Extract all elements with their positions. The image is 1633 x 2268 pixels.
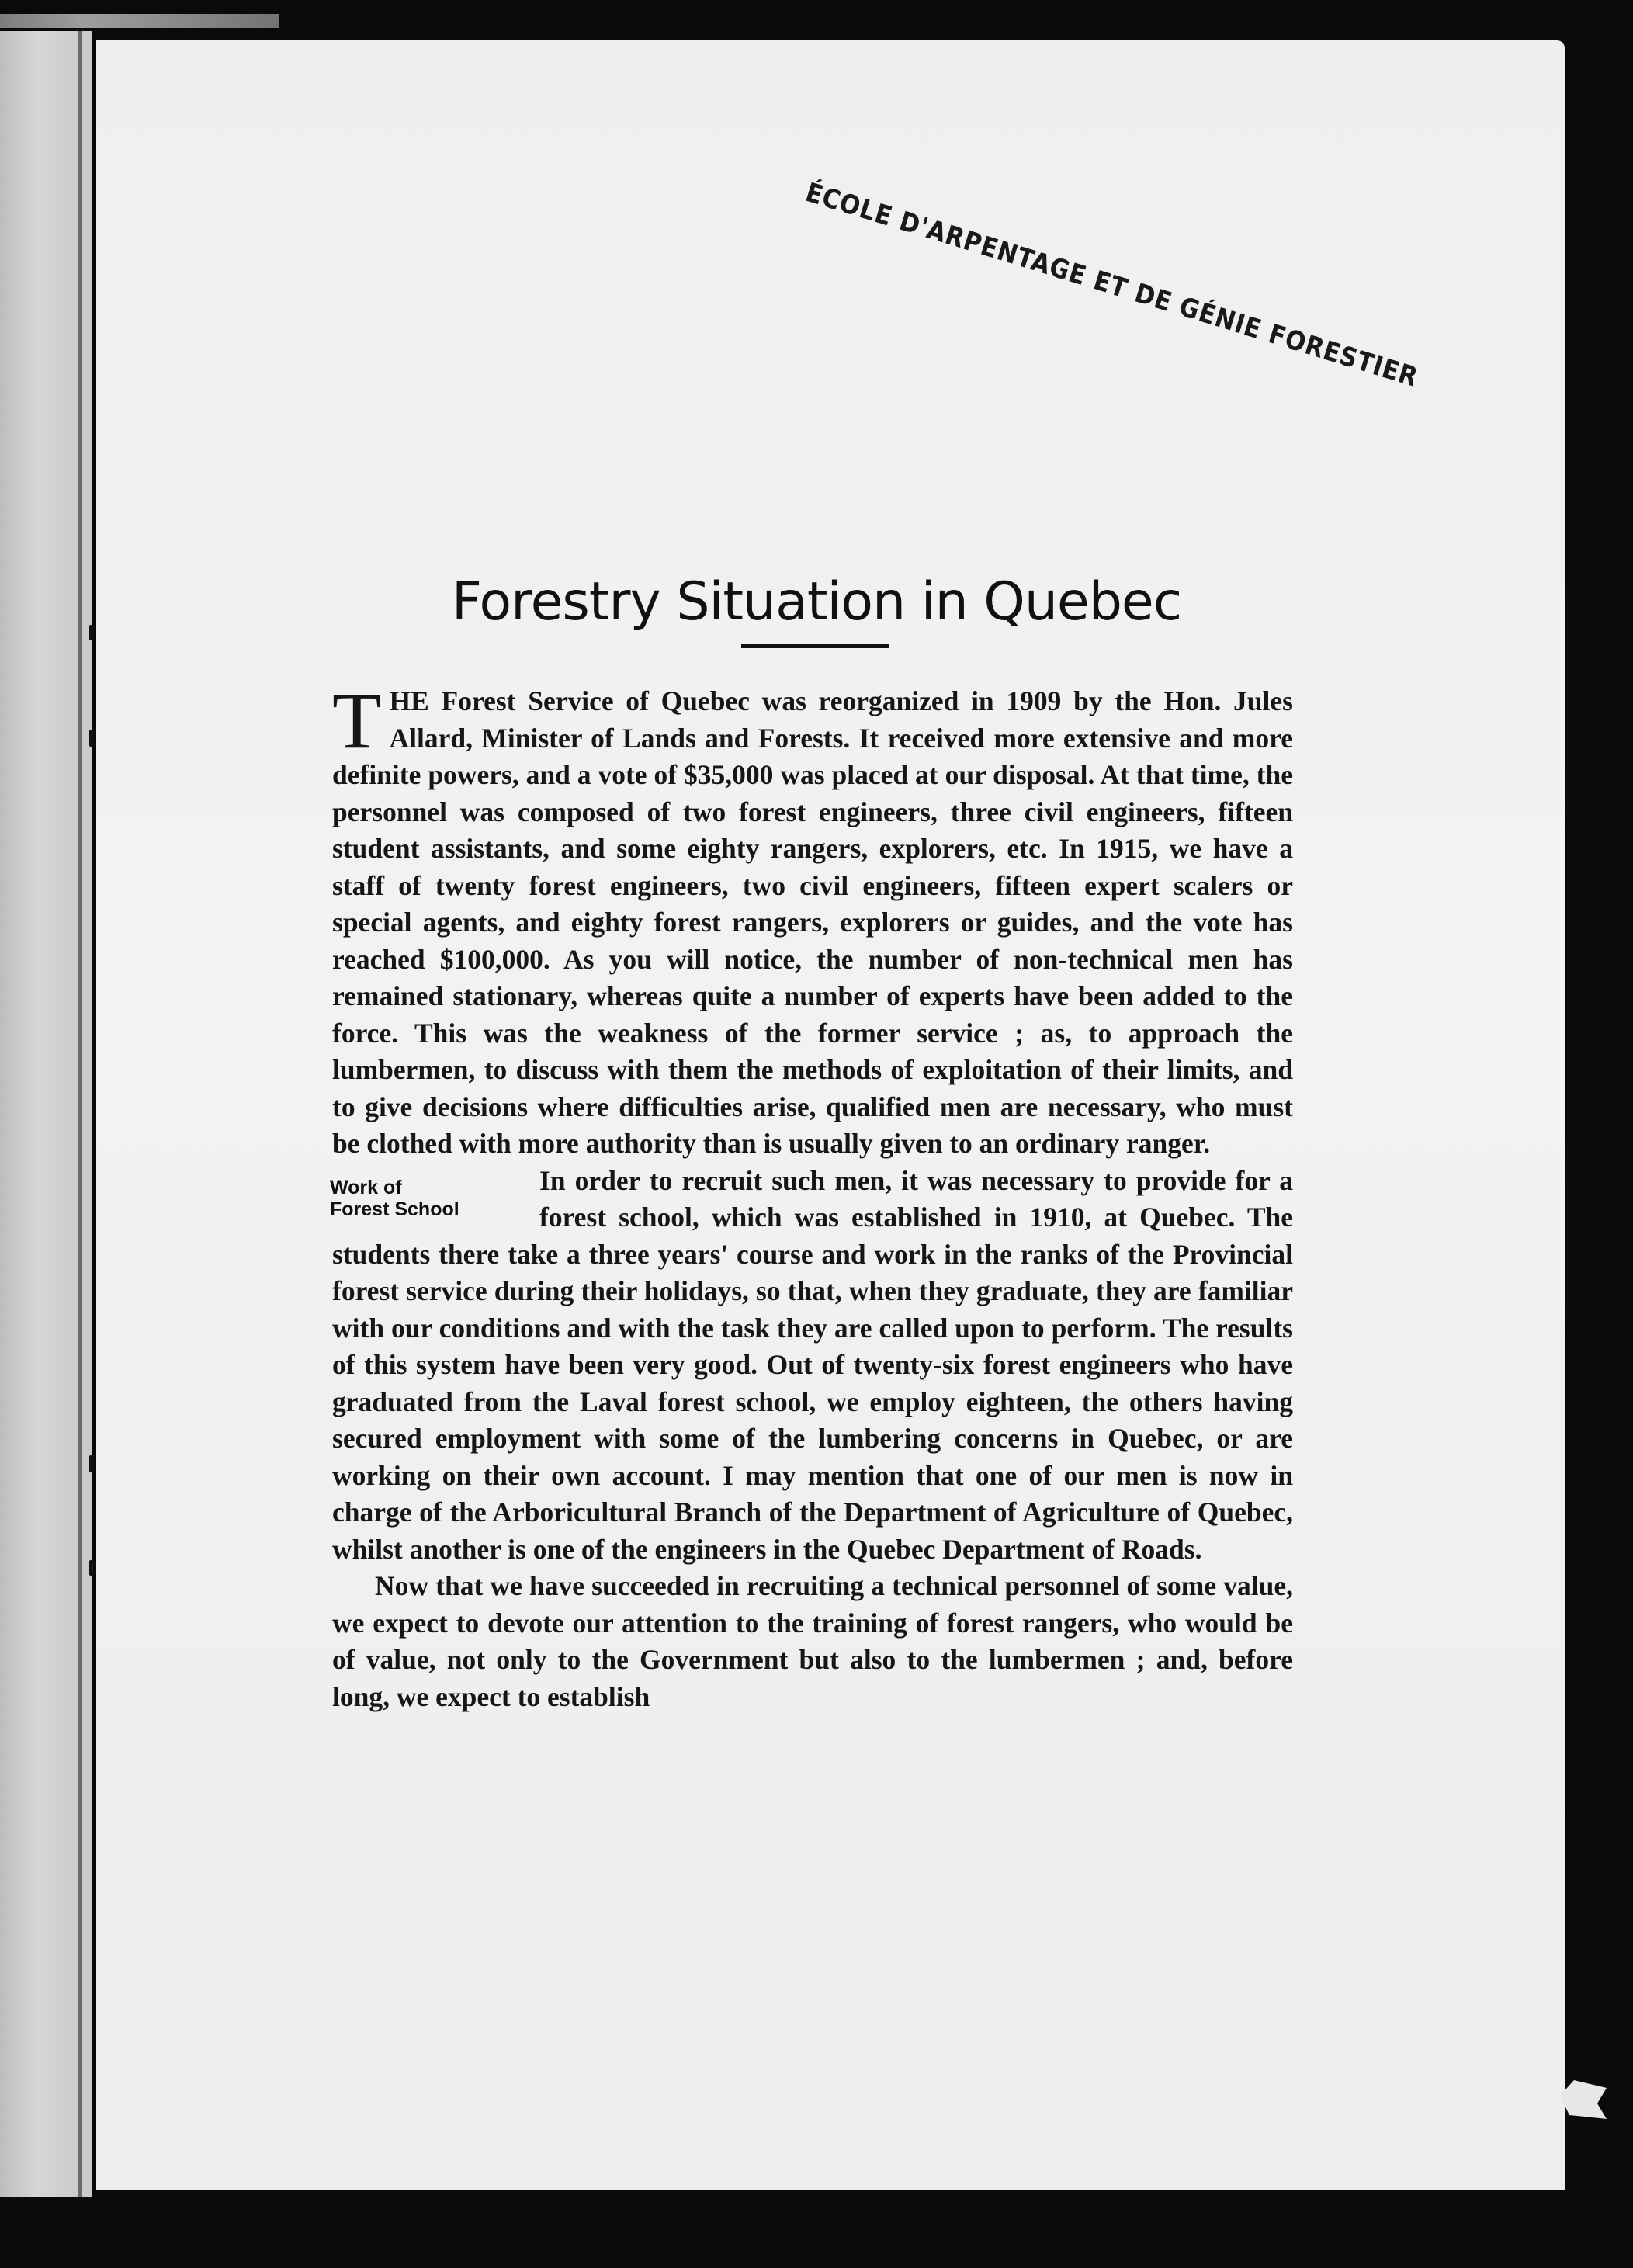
paragraph-2: In order to recruit such men, it was necessary to provide for a forest school, which was established in 1910, at Quebec. The students there take a three years' course and work in the ranks of the Provincial forest service during their holidays, so that, when they graduate, they are familiar with our conditions and with the task they are called upon to perform. The results of this system have been very good. Out of twenty-six forest engineers who have graduated from the Laval forest school, we employ eighteen, the others having secured employment with some of the lumbering concerns in Quebec, or are working on their own account. I may mention that one of our men is now in charge of the Arboricultural Branch of the Department of Agriculture of Quebec, whilst another is one of the engineers in the Quebec Department of Roads. (332, 1164, 1293, 1565)
drop-cap: T (332, 676, 382, 765)
paragraph-3: Now that we have succeeded in recruiting a technical personnel of some value, we expect to devote our attention to the training of forest rangers, who would be of value, not only to the Government but also to the lumbermen ; and, before long, we expect to establish (332, 1570, 1293, 1712)
title-rule (741, 644, 889, 648)
page-corner-tear (1560, 2080, 1607, 2119)
library-stamp: ÉCOLE D'ARPENTAGE ET DE GÉNIE FORESTIER (802, 177, 1422, 394)
page-edge-top-strip (0, 14, 279, 28)
section-forest-school (332, 1163, 1293, 1569)
side-heading-line-2: Forest School (330, 1198, 459, 1220)
binding-fold (78, 31, 82, 2197)
paragraph-1 (332, 676, 1293, 1163)
binding-mark (89, 1455, 94, 1472)
article-body (330, 676, 1293, 1715)
binding-mark (89, 730, 94, 747)
page-title: Forestry Situation in Quebec (451, 570, 1182, 633)
side-heading (330, 1177, 539, 1220)
binding-mark (89, 1560, 94, 1576)
side-heading-line-1: Work of (330, 1176, 402, 1198)
paragraph-1-text: HE Forest Service of Quebec was reorganized in 1909 by the Hon. Jules Allard, Minister of Lands and Forests. It received more extensive and more definite powers, and a vote of $35,000 was placed at our disposal. At that time, the personnel was composed of two forest engineers, three civil engineers, fifteen student assistants, and some eighty rangers, explorers, etc. In 1915, we have a staff of twenty forest engineers, two civil engineers, fifteen expert scalers or special agents, and eighty forest rangers, explorers or guides, and the vote has reached $100,000. As you will notice, the number of non-technical men has remained stationary, whereas quite a number of experts have been added to the force. This was the weakness of the former service ; as, to approach the lumbermen, to discuss with them the methods of exploitation of their limits, and to give decisions where difficulties arise, qualified men are necessary, who must be clothed with more authority than is usually given to an ordinary ranger. (332, 685, 1293, 1159)
